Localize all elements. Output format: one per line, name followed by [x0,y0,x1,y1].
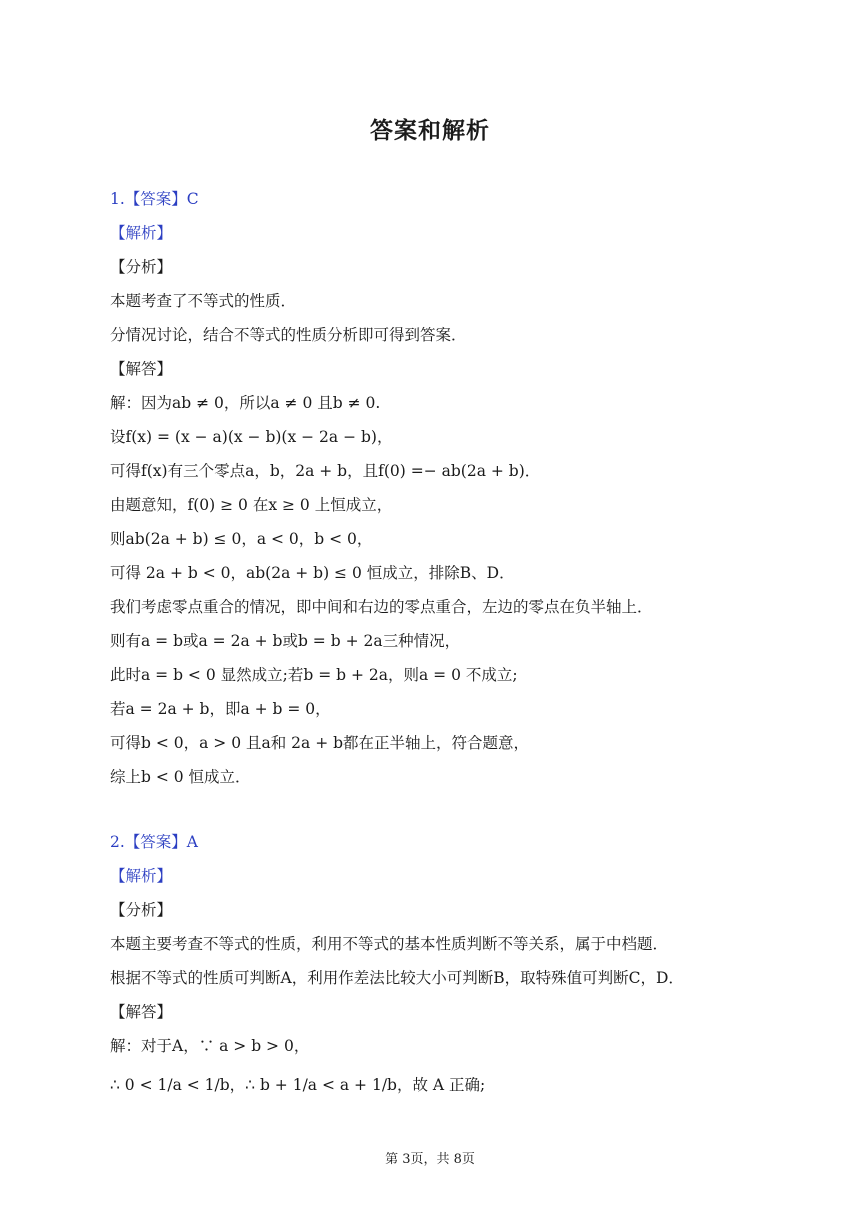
q2-fenxi-label: 【分析】 [110,901,173,919]
q1-solution-line: 解：因为ab ≠ 0，所以a ≠ 0 且b ≠ 0. [110,394,381,412]
q1-solution-line: 可得 2a + b < 0，ab(2a + b) ≤ 0 恒成立，排除B、D． [110,564,515,582]
q1-answer-header: 1.【答案】C [110,190,199,208]
q2-jieda-label: 【解答】 [110,1003,173,1021]
q2-analysis-line: 根据不等式的性质可判断A，利用作差法比较大小可判断B，取特殊值可判断C，D． [110,969,684,987]
q1-solution-line: 则ab(2a + b) ≤ 0，a < 0，b < 0， [110,530,373,548]
q2-analysis-line: 本题主要考查不等式的性质，利用不等式的基本性质判断不等关系，属于中档题． [110,935,669,953]
page-footer: 第 3页，共 8页 [385,1152,475,1167]
q2-solution-line: 解：对于A，∵ a > b > 0， [110,1037,310,1055]
q1-analysis-line: 本题考查了不等式的性质． [110,292,297,310]
q2-answer-header: 2.【答案】A [110,833,198,851]
q1-fenxi-label: 【分析】 [110,258,173,276]
q1-solution-line: 设f(x) = (x − a)(x − b)(x − 2a − b)， [110,428,393,446]
q1-solution-line: 此时a = b < 0 显然成立;若b = b + 2a，则a = 0 不成立; [110,666,518,684]
q1-solution-line: 可得b < 0，a > 0 且a和 2a + b都在正半轴上，符合题意， [110,734,530,752]
q2-jiexi-label: 【解析】 [110,867,173,885]
q1-analysis-line: 分情况讨论，结合不等式的性质分析即可得到答案． [110,326,467,344]
q1-solution-line: 我们考虑零点重合的情况，即中间和右边的零点重合，左边的零点在负半轴上． [110,598,653,616]
page-title: 答案和解析 [370,118,490,144]
q1-solution-line: 由题意知，f(0) ≥ 0 在x ≥ 0 上恒成立， [110,496,393,514]
q1-solution-line: 若a = 2a + b，即a + b = 0， [110,700,331,718]
q1-jiexi-label: 【解析】 [110,224,173,242]
q1-solution-line: 可得f(x)有三个零点a，b，2a + b，且f(0) =− ab(2a + b)． [110,462,541,480]
q1-jieda-label: 【解答】 [110,360,173,378]
q2-solution-line: ∴ 0 < 1/a < 1/b，∴ b + 1/a < a + 1/b，故 A 正确; [110,1076,486,1094]
q1-solution-line: 则有a = b或a = 2a + b或b = b + 2a三种情况， [110,632,461,650]
q1-solution-line: 综上b < 0 恒成立． [110,768,251,786]
